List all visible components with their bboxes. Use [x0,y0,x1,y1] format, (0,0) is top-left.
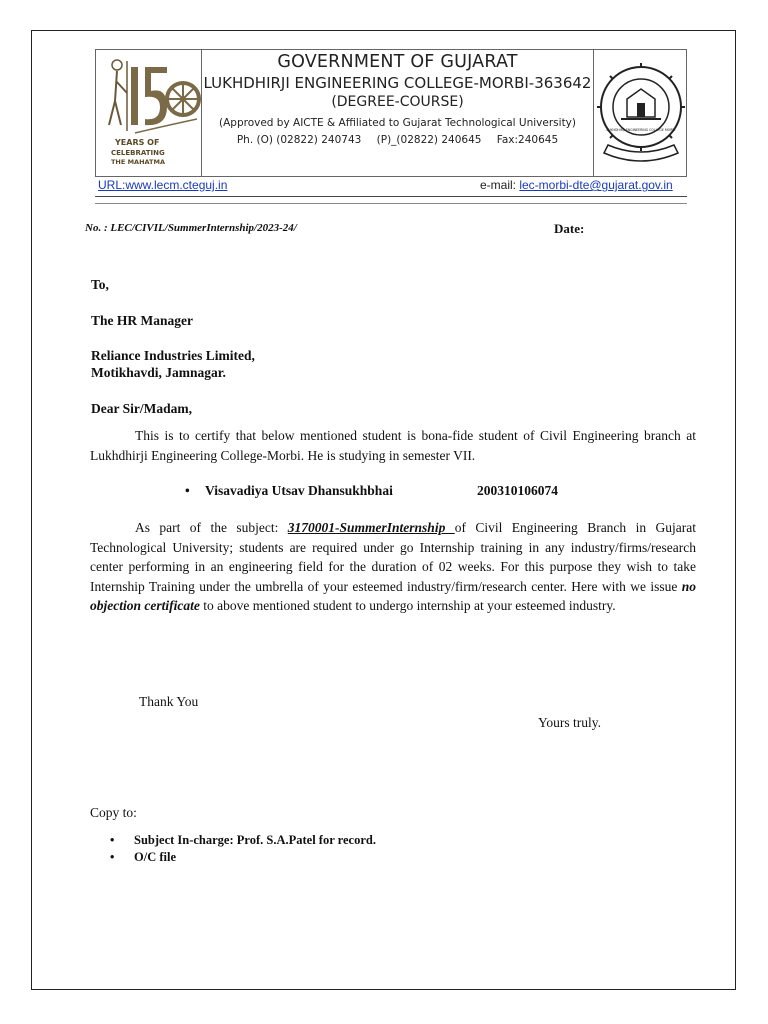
seal-text: LUKHDHIRJI ENGINEERING COLLEGE MORBI [606,128,676,132]
bullet-dot: • [110,833,115,847]
phone-office: Ph. (O) (02822) 240743 [236,134,362,146]
gandhi-logo-text-3: THE MAHATMA [111,158,165,166]
email-label: e-mail: [480,178,520,192]
student-name: Visavadiya Utsav Dhansukhbhai [205,483,393,498]
phone-p: (P)_(02822) 240645 [376,134,482,146]
company-name: Reliance Industries Limited, [91,348,255,363]
copy-to-label: Copy to: [90,805,137,820]
approval-line: (Approved by AICTE & Affiliated to Gujarat Technological University) [219,117,576,129]
bullet-dot: • [110,850,115,864]
college-seal [593,49,687,177]
reference-number: No. : LEC/CIVIL/SummerInternship/2023-24/ [85,222,297,234]
email-link[interactable]: lec-morbi-dte@gujarat.gov.in [519,178,673,192]
fax: Fax:240645 [496,134,559,146]
bullet-dot: • [185,483,190,498]
copy-item-text: O/C file [134,850,177,864]
student-entry [185,483,558,499]
para2-end: to above mentioned student to undergo internship at your esteemed industry. [199,598,616,613]
url-email-row [95,176,687,197]
email-line [480,178,673,192]
thank-you: Thank You [139,694,199,709]
gandhi-150-logo-icon [95,49,202,177]
college-url-link[interactable]: URL:www.lecm.cteguj.in [98,178,228,192]
gandhi-logo-text-2: CELEBRATING [111,149,165,157]
copy-to-list [110,832,376,866]
company-address: Motikhavdi, Jamnagar. [91,365,226,380]
letterhead-text [202,52,593,148]
copy-item [110,849,376,866]
paragraph-certify: This is to certify that below mentioned student is bona-fide student of Civil Engineering branch at Lukhdhirji Engineering College-Morbi. He is studying in semester VII. [90,428,696,463]
to-line: To, [91,277,109,292]
college-name: LUKHDHIRJI ENGINEERING COLLEGE-MORBI-363642 [203,74,592,92]
contact-line [202,132,593,148]
subject-code: 3170001-SummerInternship [287,520,455,535]
para2-mid: of Civil Engineering Branch in Gujarat Technological University; students are required under go Internship training in any industry/firms/research center performing in an engineering field for the duration of 02 weeks. For this purpose they wish to take Internship Training under the umbrella of your esteemed industry/firm/research center. Here with we issue [90,520,696,594]
paragraph-internship [90,518,696,616]
date-label: Date: [554,221,585,236]
copy-item [110,832,376,849]
copy-item-text: Subject In-charge: Prof. S.A.Patel for record. [134,833,376,847]
noc-phrase: no objection certificate [90,578,696,613]
salutation: Dear Sir/Madam, [91,401,192,416]
recipient: The HR Manager [91,313,193,328]
gandhi-150-logo [95,49,202,177]
closing: Yours truly. [538,715,602,730]
para2-start: As part of the subject: [135,520,288,535]
header-divider [95,203,687,204]
gandhi-logo-text-1: YEARS OF [115,138,160,147]
government-title: GOVERNMENT OF GUJARAT [277,52,518,72]
course-type: (DEGREE-COURSE) [331,94,464,110]
student-roll: 200310106074 [477,483,558,498]
college-seal-icon [594,49,688,177]
